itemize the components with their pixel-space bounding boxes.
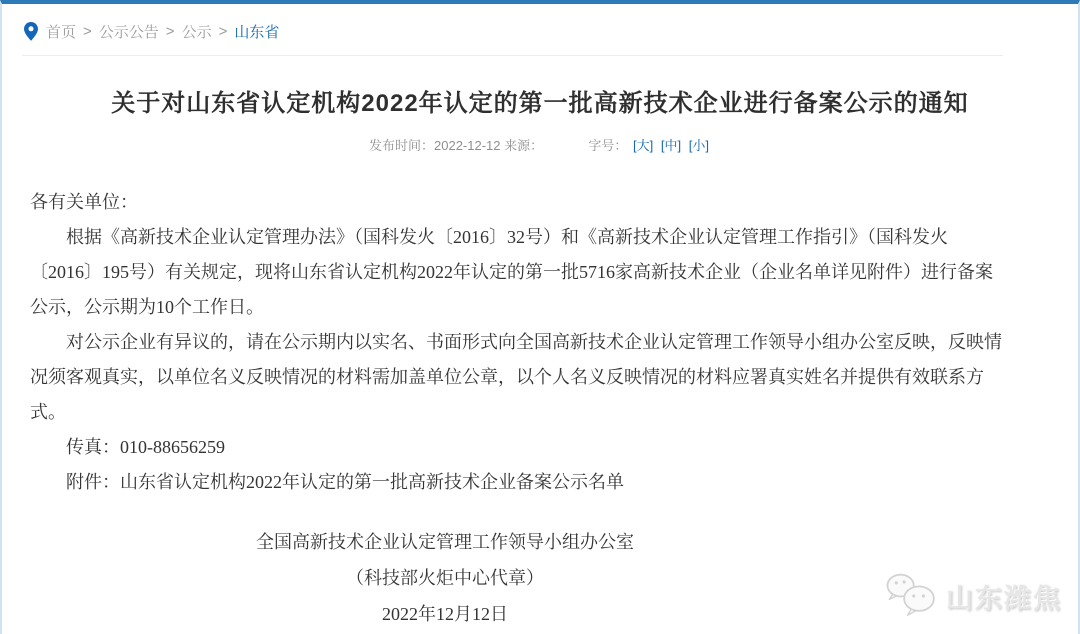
breadcrumb-item-shandong[interactable]: 山东省: [234, 24, 280, 41]
breadcrumb-item-home[interactable]: 首页: [46, 24, 77, 41]
paragraph-line: 况须客观真实，以单位名义反映情况的材料需加盖单位公章，以个人名义反映情况的材料应署真实姓名并提供有效联系方: [30, 367, 984, 387]
breadcrumb-item-announcements[interactable]: 公示公告: [98, 24, 159, 41]
paragraph-line: 〔2016〕195号）有关规定，现将山东省认定机构2022年认定的第一批5716家高新技术企业（企业名单详见附件）进行备案: [30, 262, 993, 282]
publish-date: 2022-12-12: [434, 138, 501, 153]
salutation: 各有关单位：: [30, 192, 138, 212]
font-size-large-button[interactable]: [大]: [633, 138, 654, 153]
article-meta: [2, 135, 1078, 154]
paragraph-line: 对公示企业有异议的，请在公示期内以实名、书面形式向全国高新技术企业认定管理工作领导小组办公室反映，反映情: [66, 332, 1002, 352]
signature-seal-note: （科技部火炬中心代章）: [346, 568, 544, 588]
breadcrumb-item-publicity[interactable]: 公示: [181, 24, 212, 41]
page-title: 关于对山东省认定机构2022年认定的第一批高新技术企业进行备案公示的通知: [111, 90, 969, 117]
signature-office: 全国高新技术企业认定管理工作领导小组办公室: [256, 532, 634, 552]
paragraph-line: 公示，公示期为10个工作日。: [30, 297, 264, 317]
fax-line: 传真：010-88656259: [66, 437, 225, 457]
breadcrumb-separator: >: [218, 23, 228, 40]
publish-time-label: 发布时间：: [369, 138, 435, 153]
article-body: [30, 185, 1062, 632]
attachment-line: 附件：山东省认定机构2022年认定的第一批高新技术企业备案公示名单: [66, 472, 624, 492]
watermark-text: 山东潍焦: [946, 583, 1062, 614]
signature-date: 2022年12月12日: [382, 604, 508, 624]
signature-block: [30, 524, 860, 632]
paragraph-line: 式。: [30, 402, 66, 422]
font-size-medium-button[interactable]: [中]: [660, 138, 682, 153]
wechat-icon: [884, 572, 940, 620]
watermark: [884, 572, 1062, 620]
font-size-label: 字号：: [588, 138, 628, 153]
source-label: 来源：: [504, 138, 544, 153]
breadcrumb-divider: [22, 55, 1003, 56]
location-pin-icon: [24, 22, 38, 41]
paragraph-line: 根据《高新技术企业认定管理办法》（国科发火〔2016〕32号）和《高新技术企业认定管理工作指引》（国科发火: [66, 227, 948, 247]
breadcrumb-separator: >: [165, 23, 175, 40]
font-size-small-button[interactable]: [小]: [688, 138, 709, 153]
breadcrumb-separator: >: [83, 23, 92, 40]
breadcrumb: [2, 4, 1078, 42]
